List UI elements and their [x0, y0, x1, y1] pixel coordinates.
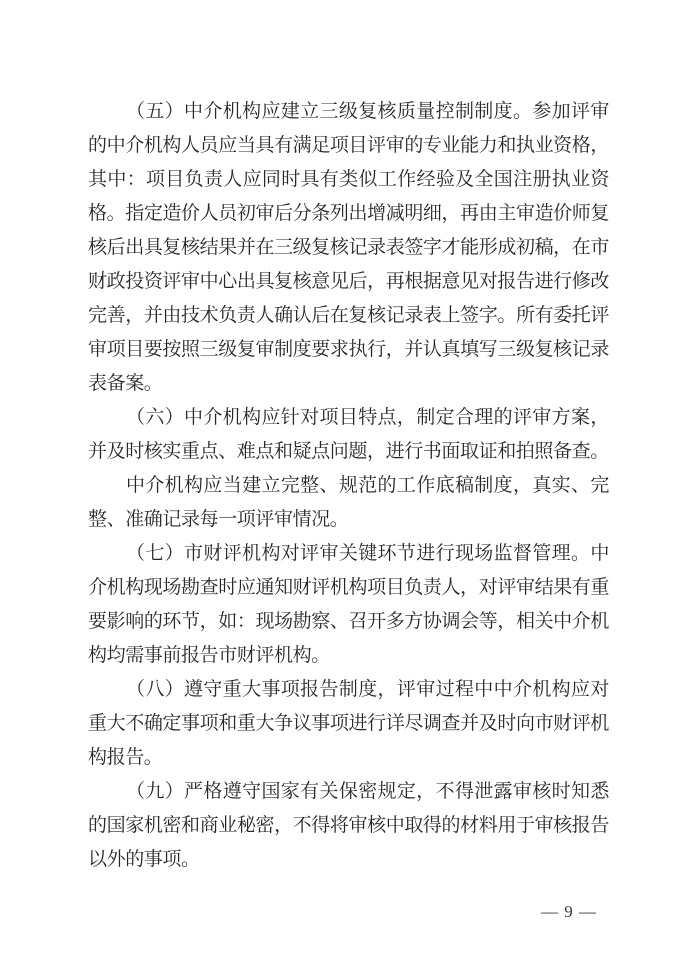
paragraph-clause-9: （九）严格遵守国家有关保密规定，不得泄露审核时知悉的国家机密和商业秘密，不得将审核中取得的材料用于审核报告以外的事项。 — [88, 781, 609, 870]
paragraph-clause-5: （五）中介机构应建立三级复核质量控制制度。参加评审的中介机构人员应当具有满足项目评审的专业能力和执业资格，其中：项目负责人应同时具有类似工作经验及全国注册执业资格。指定造价人员初审后分条列出增减明细，再由主审造价师复核后出具复核结果并在三级复核记录表签字才能形成初稿，在市财政投资评审中心出具复核意见后，再根据意见对报告进行修改完善，并由技术负责人确认后在复核记录表上签字。所有委托评审项目要按照三级复审制度要求执行，并认真填写三级复核记录表备案。 — [88, 101, 609, 394]
paragraph-clause-6: （六）中介机构应针对项目特点，制定合理的评审方案，并及时核实重点、难点和疑点问题，进行书面取证和拍照备查。 — [88, 407, 609, 462]
paragraph-clause-7: （七）市财评机构对评审关键环节进行现场监督管理。中介机构现场勘查时应通知财评机构项目负责人，对评审结果有重要影响的环节，如：现场勘察、召开多方协调会等，相关中介机构均需事前报告市财评机构。 — [88, 543, 609, 666]
page-number: — 9 — — [541, 902, 597, 921]
document-body — [88, 95, 609, 877]
page-footer — [541, 900, 597, 924]
paragraph-clause-8: （八）遵守重大事项报告制度，评审过程中中介机构应对重大不确定事项和重大争议事项进行详尽调查并及时向市财评机构报告。 — [88, 679, 609, 768]
paragraph-clause-6-continuation: 中介机构应当建立完整、规范的工作底稿制度，真实、完整、准确记录每一项评审情况。 — [88, 475, 609, 530]
